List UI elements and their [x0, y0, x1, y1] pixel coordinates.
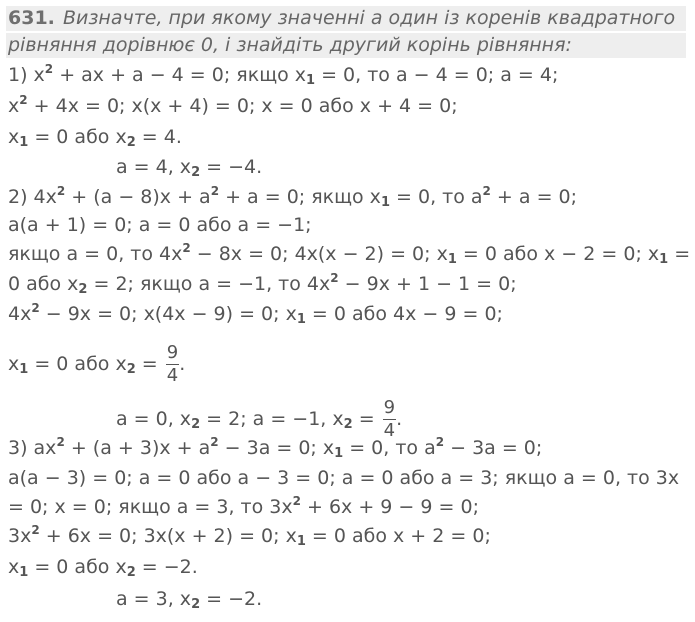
- answer-line-2: [116, 398, 402, 441]
- solution-line-6-text: a(a + 1) = 0; a = 0 або a = −1;: [8, 214, 312, 236]
- problem-header-line-2: [6, 33, 686, 58]
- solution-line-2-text: $x^2 + 4x = 0$; x(x + 4) = 0; x = 0 або x + 4 = 0;: [8, 93, 458, 117]
- solution-line-9: [8, 302, 503, 326]
- answer-line-3-text: a = 3, $x_2 = -2$.: [116, 588, 263, 612]
- solution-line-7-text: якщо a = 0, то $4x^2 - 8x = 0$; 4x(x − 2) = 0; $x_1 = 0$ або x − 2 = 0; $x_1$ =: [8, 241, 691, 267]
- problem-header-line-1: [6, 6, 686, 31]
- problem-statement-line-2: рівняння дорівнює 0, і знайдіть другий корінь рівняння:: [8, 34, 572, 56]
- solution-line-8: [8, 272, 517, 296]
- fraction-9-4: $\frac{9}{4}$: [383, 397, 396, 441]
- solution-line-3-text: $x_1 = 0$ або $x_2 = 4$.: [8, 126, 182, 150]
- solution-line-16: [8, 555, 198, 579]
- solution-line-13-text: a(a − 3) = 0; a = 0 або a − 3 = 0; a = 0 або a = 3; якщо a = 0, то 3x: [8, 467, 680, 489]
- fraction-9-4: $\frac{9}{4}$: [166, 342, 179, 386]
- problem-statement-line-1: Визначте, при якому значенні а один із коренів квадратного: [62, 7, 676, 29]
- answer-line-1: [116, 155, 262, 179]
- solution-line-12-text: 3) $ax^2 + (a + 3)x + a^2 - 3a = 0$; $x_1 = 0$, то $a^2 - 3a = 0$;: [8, 435, 543, 461]
- solution-line-2: [8, 94, 458, 118]
- solution-line-1: [8, 63, 558, 87]
- solution-line-8-text: 0 або $x_2 = 2$; якщо a = −1, то $4x^2 - 9x + 1 - 1 = 0$;: [8, 271, 517, 297]
- solution-line-7: [8, 242, 690, 266]
- solution-line-5: [8, 185, 577, 209]
- solution-line-12: [8, 436, 542, 460]
- solution-line-14: [8, 495, 479, 519]
- answer-line-1-text: a = 4, $x_2 = -4$.: [116, 156, 263, 180]
- solution-line-10: [8, 343, 185, 386]
- solution-line-9-text: $4x^2 - 9x = 0$; x(4x − 9) = 0; $x_1 = 0$ або 4x − 9 = 0;: [8, 301, 503, 327]
- answer-line-2-text: a = 0, $x_2 = 2$; a = −1, $x_2$ = $\frac{9}{4}$ .: [116, 397, 403, 441]
- solution-line-3: [8, 125, 182, 149]
- solution-line-16-text: $x_1 = 0$ або $x_2 = -2$.: [8, 556, 198, 580]
- solution-line-6: [8, 213, 312, 237]
- solution-line-15-text: $3x^2 + 6x = 0$; 3x(x + 2) = 0; $x_1 = 0$ або x + 2 = 0;: [8, 523, 491, 549]
- solution-line-10-text: $x_1 = 0$ або $x_2$ = $\frac{9}{4}$ .: [8, 342, 186, 386]
- solution-line-14-text: = 0; x = 0; якщо a = 3, то $3x^2 + 6x + 9 - 9 = 0$;: [8, 494, 479, 518]
- problem-number: 631.: [8, 7, 55, 29]
- solution-line-1-text: 1) $x^2$ + ax + a − 4 = 0; якщо $x_1 = 0$, то a − 4 = 0; a = 4;: [8, 62, 559, 88]
- answer-line-3: [116, 587, 262, 611]
- solution-line-15: [8, 524, 491, 548]
- solution-line-13: [8, 466, 679, 490]
- solution-line-5-text: 2) $4x^2 + (a - 8)x + a^2 + a = 0$; якщо $x_1 = 0$, то $a^2 + a = 0$;: [8, 184, 578, 210]
